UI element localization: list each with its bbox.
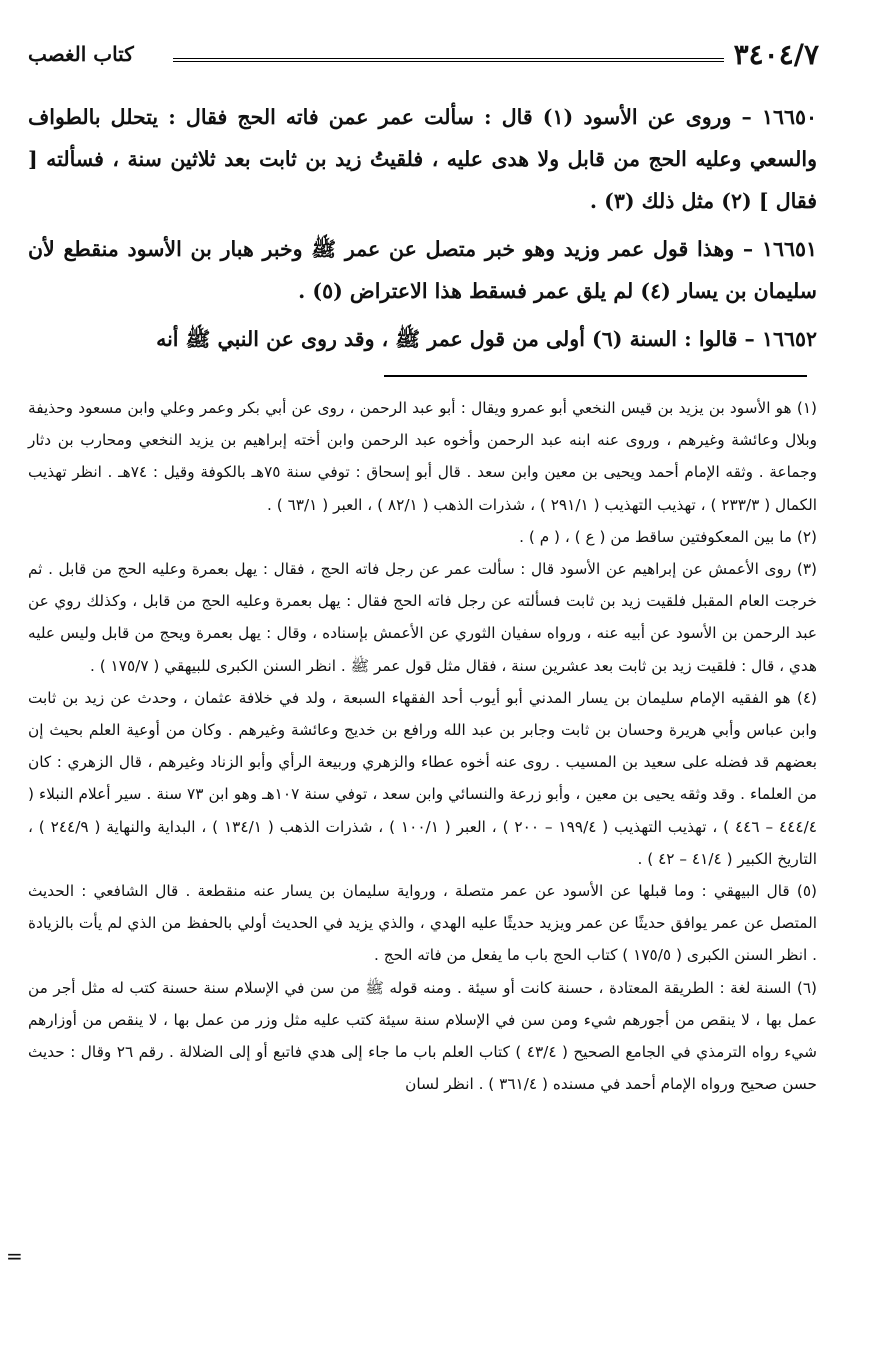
header-rule (173, 58, 724, 62)
footnote: (٥) قال البيهقي : وما قبلها عن الأسود عن عمر متصلة ، ورواية سليمان بن يسار عنه منقطعة . قال الشافعي : الحديث المتصل عن عمر يوافق حديثًا عن عمر ويزيد حديثًا عليه الهدي ، والذي يزيد في الحديث أولي بالحفظ من الذي لم يأت بالزيادة . انظر السنن الكبرى ( ١٧٥/٥ ) كتاب الحج باب ما يفعل من فاته الحج . (28, 882, 817, 965)
footnote: (٤) هو الفقيه الإمام سليمان بن يسار المدني أبو أيوب أحد الفقهاء السبعة ، ولد في خلافة عثمان ، وحدث عن زيد بن ثابت وابن عباس وأبي هريرة وحسان بن ثابت وجابر بن عبد الله ورافع بن خديج وعائشة وغيرهم . وكان من أوعية العلم بحيث إن بعضهم قد فضله على سعيد بن المسيب . روى عنه أخوه عطاء والزهري وربيعة الرأي وأبو الزناد وغيرهم ، قال الزهري : كان من العلماء . وقد وثقه يحيى بن معين ، وأبو زرعة والنسائي وابن سعد ، توفي سنة ١٠٧هـ وهو ابن ٧٣ سنة . سير أعلام النبلاء ( ٤٤٤/٤ – ٤٤٦ ) ، تهذيب التهذيب ( ١٩٩/٤ – ٢٠٠ ) ، العبر ( ١٠٠/١ ) ، شذرات الذهب ( ١٣٤/١ ) ، البداية والنهاية ( ٢٤٤/٩ ) ، التاريخ الكبير ( ٤١/٤ – ٤٢ ) . (28, 688, 817, 868)
footnotes (28, 392, 817, 1100)
footnote: (٢) ما بين المعكوفتين ساقط من ( ع ) ، ( م ) . (519, 527, 817, 546)
main-text (28, 96, 817, 366)
paragraph: ١٦٦٥٢ – قالوا : السنة (٦) أولى من قول عمر ﷺ ، وقد روى عن النبي ﷺ أنه (156, 327, 817, 351)
footnote: (٦) السنة لغة : الطريقة المعتادة ، حسنة كانت أو سيئة . ومنه قوله ﷺ من سن في الإسلام سنة حسنة كتب له مثل أجر من عمل بها ، لا ينقص من أجورهم شيء ومن سن في الإسلام سنة سيئة كتب عليه مثل وزر من عمل بها ، لا ينقص من أوزارهم شيء رواه الترمذي في الجامع الصحيح ( ٤٣/٤ ) كتاب العلم باب ما جاء إلى هدي فاتبع أو إلى الضلالة . رقم ٢٦ وقال : حديث حسن صحيح ورواه الإمام أحمد في مسنده ( ٣٦١/٤ ) . انظر لسان (28, 978, 817, 1094)
paragraph: ١٦٦٥١ – وهذا قول عمر وزيد وهو خبر متصل عن عمر ﷺ وخبر هبار بن الأسود منقطع لأن سليمان بن يسار (٤) لم يلق عمر فسقط هذا الاعتراض (٥) . (28, 237, 817, 303)
footnote: (٣) روى الأعمش عن إبراهيم عن الأسود قال : سألت عمر عن رجل فاته الحج ، فقال : يهل بعمرة وعليه الحج من قابل . ثم خرجت العام المقبل فلقيت زيد بن ثابت فسألته عن رجل فاته الحج فقال : يهل بعمرة وعليه الحج من قابل ، وكذلك روي عن عبد الرحمن بن الأسود عن أبيه عنه ، ورواه سفيان الثوري عن الأعمش بإسناده ، وقال : يهل بعمرة ويحج من قابل وليس عليه هدي ، قال : فلقيت زيد بن ثابت بعد عشرين سنة ، فقال مثل قول عمر ﷺ . انظر السنن الكبرى للبيهقي ( ١٧٥/٧ ) . (28, 560, 817, 675)
page-header (28, 38, 819, 78)
paragraph: ١٦٦٥٠ – وروى عن الأسود (١) قال : سألت عمر عمن فاته الحج فقال : يتحلل بالطواف والسعي وعليه الحج من قابل ولا هدى عليه ، فلقيتُ زيد بن ثابت بعد ثلاثين سنة ، فسألته [ فقال ] (٢) مثل ذلك (٣) . (28, 105, 817, 213)
footnote-separator (384, 375, 807, 377)
continuation-mark: = (6, 1244, 23, 1268)
book-title: كتاب الغصب (28, 42, 134, 66)
footnote: (١) هو الأسود بن يزيد بن قيس النخعي أبو عمرو ويقال : أبو عبد الرحمن ، روى عن أبي بكر وعمر وعلي وابن مسعود وحذيفة وبلال وعائشة وغيرهم ، وروى عنه ابنه عبد الرحمن وأخوه عبد الرحمن وابن أخته إبراهيم بن يزيد النخعي ومحارب بن دثار وجماعة . وثقه الإمام أحمد ويحيى بن معين وابن سعد . قال أبو إسحاق : توفي سنة ٧٥هـ بالكوفة وقيل : ٧٤هـ . انظر تهذيب الكمال ( ٢٣٣/٣ ) ، تهذيب التهذيب ( ٢٩١/١ ) ، شذرات الذهب ( ٨٢/١ ) ، العبر ( ٦٣/١ ) . (28, 399, 817, 514)
page-number: ٣٤٠٤/٧ (733, 38, 819, 71)
